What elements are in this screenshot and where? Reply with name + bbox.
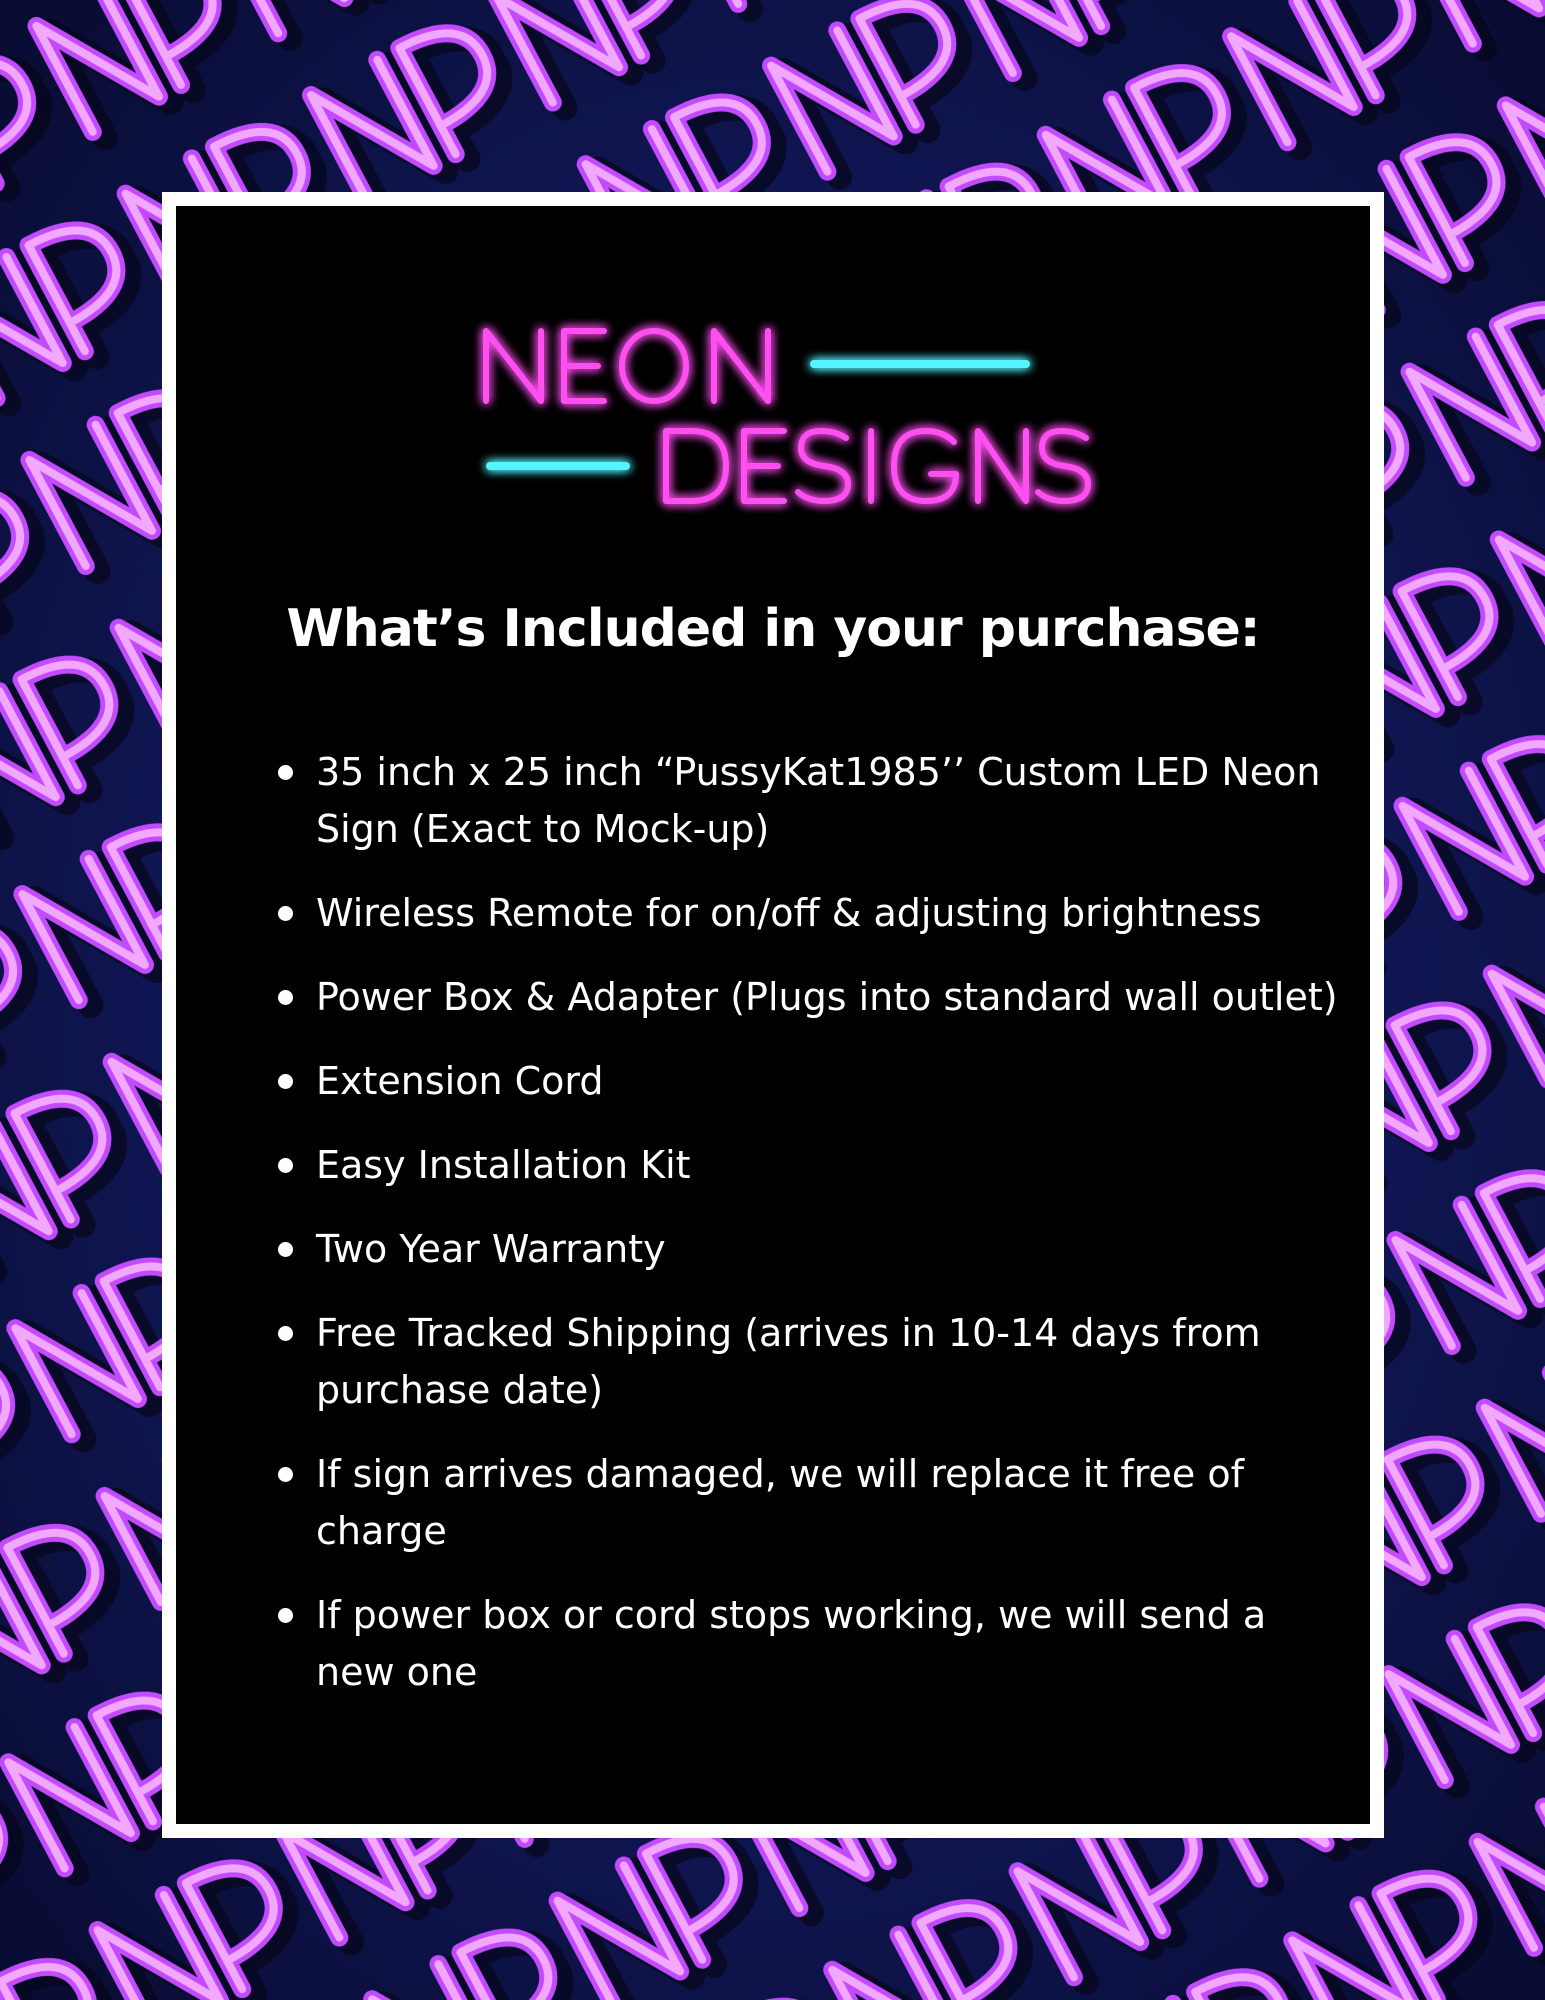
list-item: [272, 744, 1347, 858]
bullet-icon: [278, 1608, 293, 1623]
list-item-text: Free Tracked Shipping (arrives in 10-14 days from purchase date): [316, 1311, 1261, 1412]
bullet-icon: [278, 1158, 293, 1173]
list-item-text: Two Year Warranty: [316, 1227, 666, 1271]
list-item-text: Extension Cord: [316, 1059, 604, 1103]
list-item: [272, 1446, 1347, 1560]
list-item: [272, 1221, 1347, 1278]
included-heading: What’s Included in your purchase:: [286, 599, 1260, 659]
logo-word-neon: [486, 331, 768, 401]
bullet-icon: [278, 990, 293, 1005]
list-item: [272, 1053, 1347, 1110]
list-item: [272, 885, 1347, 942]
bullet-icon: [278, 1467, 293, 1482]
list-item-text: Power Box & Adapter (Plugs into standard wall outlet): [316, 975, 1338, 1019]
list-item-text: Easy Installation Kit: [316, 1143, 691, 1187]
list-item: [272, 969, 1347, 1026]
list-item: [272, 1305, 1347, 1419]
bullet-icon: [278, 1326, 293, 1341]
list-item-text: 35 inch x 25 inch “PussyKat1985’’ Custom LED Neon Sign (Exact to Mock-up): [316, 750, 1321, 851]
bullet-icon: [278, 1242, 293, 1257]
bullet-icon: [278, 765, 293, 780]
purchase-info-card: [162, 192, 1384, 1838]
neon-designs-logo: [446, 296, 1106, 526]
bullet-icon: [278, 1074, 293, 1089]
list-item-text: Wireless Remote for on/off & adjusting brightness: [316, 891, 1262, 935]
list-item-text: If sign arrives damaged, we will replace it free of charge: [316, 1452, 1244, 1553]
list-item: [272, 1137, 1347, 1194]
included-items-list: [272, 744, 1347, 1728]
list-item-text: If power box or cord stops working, we will send a new one: [316, 1593, 1267, 1694]
logo-word-designs: [666, 431, 1088, 501]
bullet-icon: [278, 906, 293, 921]
list-item: [272, 1587, 1347, 1701]
